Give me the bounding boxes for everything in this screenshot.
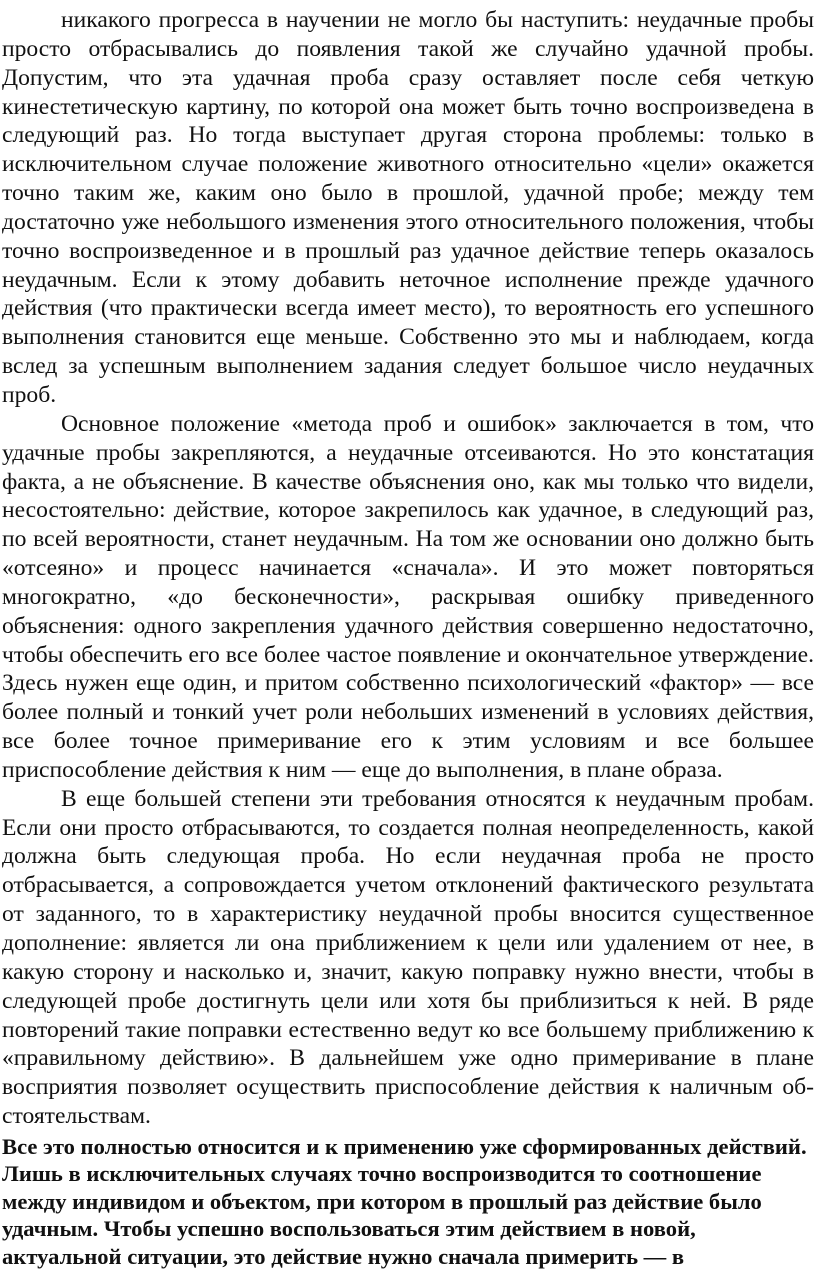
document-page xyxy=(2,6,814,1270)
paragraph-1: никакого прогресса в научении не могло бы наступить: неудачные пробы просто отбрасывались до появления такой же случайно удачной пробы. Допустим, что эта удачная проба сразу оставляет после себя четкую кинестетическую картину, по которой она может быть точно воспроизведена в следующий раз. Но тогда выступает другая сторона проблемы: только в исключительном случае положение животного относительно «цели» окажется точно таким же, каким оно было в прошлой, удачной пробе; между тем достаточно уже небольшого изменения этого относительного положения, чтобы точно воспроизведенное и в прошлый раз удачное действие теперь оказалось неудачным. Если к этому добавить неточное исполнение прежде удачного действия (что практически всегда имеет место), то вероятность его успешного выполнения становится еще меньше. Собственно это мы и наблюдаем, когда вслед за успешным выполнением задания следует большое число неудачных проб. xyxy=(2,7,814,408)
paragraph-4: Все это полностью относится и к применению уже сформированных действий. Лишь в исключительных случаях точно воспроизводится то соотношение между индивидом и объектом, при котором в прошлый раз действие было удачным. Чтобы успешно воспользоваться этим действием в новой, актуальной ситуации, это действие нужно сначала примерить — в xyxy=(2,1133,807,1269)
paragraph-3: В еще большей степени эти требования относятся к неудачным пробам. Если они просто отбрасываются, то создается полная неопределенность, какой должна быть следующая проба. Но если неудачная проба не просто отбрасывается, а сопровождается учетом отклонений фактического результата от заданного, то в характеристику неудачной пробы вносится существенное дополнение: является ли она приближением к цели или удалением от нее, в какую сторону и насколько и, значит, какую поправку нужно внести, чтобы в следующей пробе достигнуть цели или хотя бы приблизиться к ней. В ряде повторений такие поправки естественно ведут ко все большему приближению к «правильному действию». В дальнейшем уже одно примеривание в плане восприятия позволяет осуществить приспособление действия к наличным обстоятельствам. xyxy=(2,785,814,1130)
paragraph-2: Основное положение «метода проб и ошибок» заключается в том, что удачные пробы закрепляются, а неудачные отсеиваются. Но это констатация факта, а не объяснение. В качестве объяснения оно, как мы только что видели, несостоятельно: действие, которое закрепилось как удачное, в следующий раз, по всей вероятности, станет неудачным. На том же основании оно должно быть «отсеяно» и процесс начинается «сначала». И это может повторяться многократно, «до бесконечности», раскрывая ошибку приведенного объяснения: одного закрепления удачного действия совершенно недостаточно, чтобы обеспечить его все более частое появление и окончательное утверждение. Здесь нужен еще один, и притом собственно психологический «фактор» — все более полный и тонкий учет роли небольших изменений в условиях действия, все более точное примеривание его к этим условиям и все большее приспособление действия к ним — еще до выполнения, в плане образа. xyxy=(2,410,814,783)
